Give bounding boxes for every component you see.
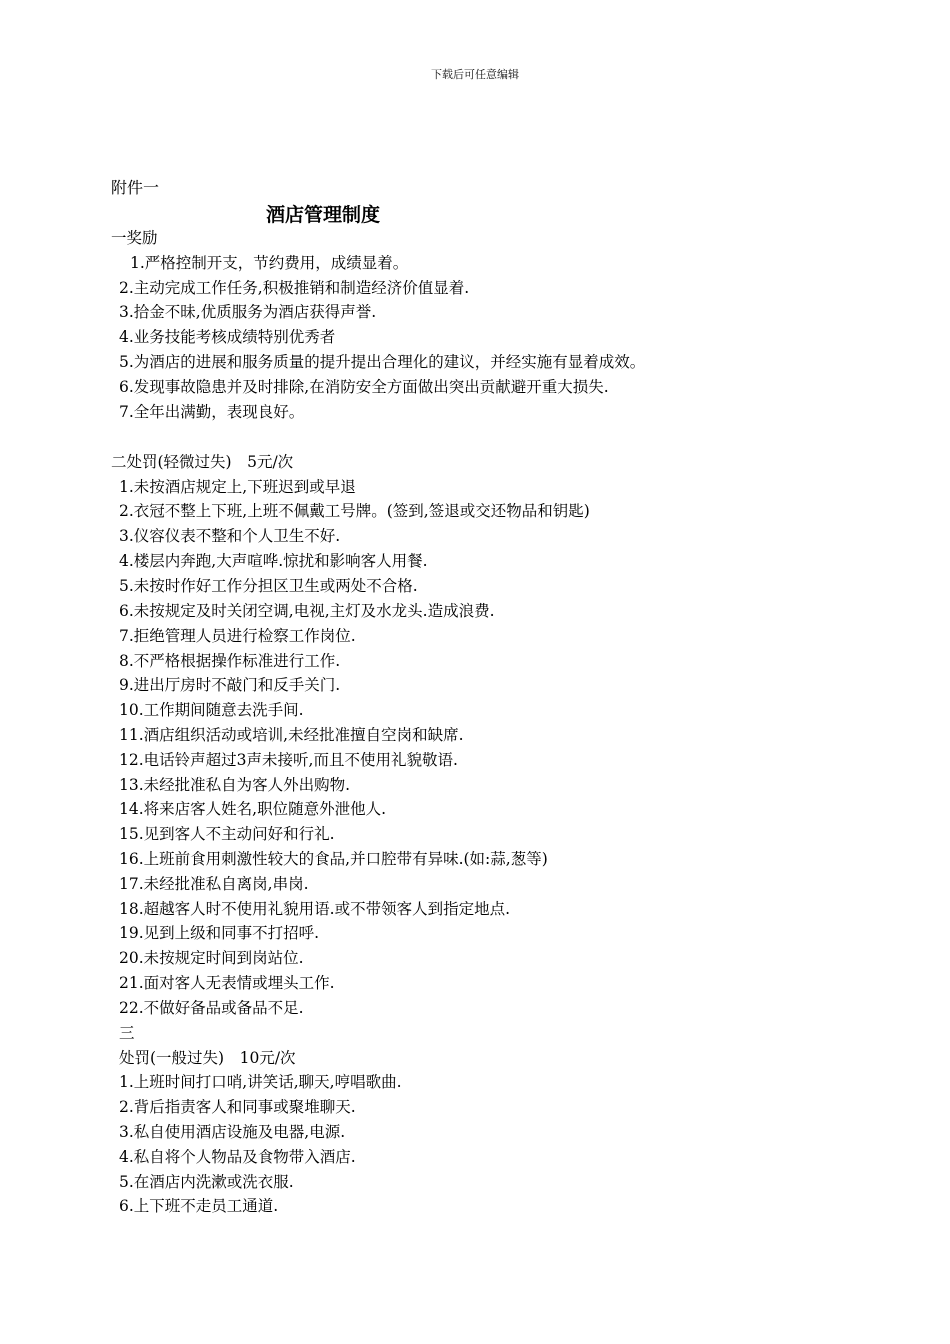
section-1-heading: 一奖励	[111, 229, 158, 247]
section-2-item: 19.见到上级和同事不打招呼.	[119, 924, 320, 942]
section-2-item: 7.拒绝管理人员进行检察工作岗位.	[119, 627, 356, 645]
document-title: 酒店管理制度	[266, 204, 381, 226]
section-2-heading: 二处罚(轻微过失) 5元/次	[111, 453, 294, 471]
section-2-item: 3.仪容仪表不整和个人卫生不好.	[119, 527, 341, 545]
section-1-item: 1.严格控制开支，节约费用，成绩显着。	[130, 254, 409, 272]
section-2-item: 4.楼层内奔跑,大声喧哗.惊扰和影响客人用餐.	[119, 552, 428, 570]
section-2-item: 9.进出厅房时不敲门和反手关门.	[119, 676, 341, 694]
section-2-item: 10.工作期间随意去洗手间.	[119, 701, 304, 719]
section-3-item: 4.私自将个人物品及食物带入酒店.	[119, 1148, 356, 1166]
section-2-item: 8.不严格根据操作标准进行工作.	[119, 652, 341, 670]
section-3-item: 2.背后指责客人和同事或聚堆聊天.	[119, 1098, 356, 1116]
section-3-item: 1.上班时间打口哨,讲笑话,聊天,哼唱歌曲.	[119, 1073, 402, 1091]
section-2-item: 22.不做好备品或备品不足.	[119, 999, 304, 1017]
section-2-item: 16.上班前食用刺激性较大的食品,并口腔带有异味.(如:蒜,葱等)	[119, 850, 548, 868]
section-1-item: 7.全年出满勤，表现良好。	[119, 403, 305, 421]
annex-label: 附件一	[111, 178, 160, 197]
section-2-item: 1.未按酒店规定上,下班迟到或早退	[119, 478, 356, 496]
section-3-number: 三	[119, 1024, 135, 1042]
section-3-item: 5.在酒店内洗漱或洗衣服.	[119, 1173, 294, 1191]
page-header: 下载后可任意编辑	[431, 68, 519, 81]
section-2-item: 18.超越客人时不使用礼貌用语.或不带领客人到指定地点.	[119, 900, 511, 918]
section-2-item: 11.酒店组织活动或培训,未经批准擅自空岗和缺席.	[119, 726, 464, 744]
section-2-item: 2.衣冠不整上下班,上班不佩戴工号牌。(签到,签退或交还物品和钥匙)	[119, 502, 590, 520]
section-3-heading: 处罚(一般过失) 10元/次	[119, 1049, 296, 1067]
section-1-item: 2.主动完成工作任务,积极推销和制造经济价值显着.	[119, 279, 470, 297]
section-2-item: 17.未经批准私自离岗,串岗.	[119, 875, 309, 893]
section-2-item: 14.将来店客人姓名,职位随意外泄他人.	[119, 800, 387, 818]
section-2-item: 21.面对客人无表情或埋头工作.	[119, 974, 335, 992]
section-3-item: 3.私自使用酒店设施及电器,电源.	[119, 1123, 346, 1141]
section-2-item: 6.未按规定及时关闭空调,电视,主灯及水龙头.造成浪费.	[119, 602, 495, 620]
section-3-item: 6.上下班不走员工通道.	[119, 1197, 279, 1215]
section-1-item: 4.业务技能考核成绩特别优秀者	[119, 328, 336, 346]
section-2-item: 13.未经批准私自为客人外出购物.	[119, 776, 351, 794]
section-2-item: 5.未按时作好工作分担区卫生或两处不合格.	[119, 577, 418, 595]
section-2-item: 12.电话铃声超过3声未接听,而且不使用礼貌敬语.	[119, 751, 458, 769]
section-1-item: 5.为酒店的进展和服务质量的提升提出合理化的建议，并经实施有显着成效。	[119, 353, 646, 371]
section-2-item: 15.见到客人不主动问好和行礼.	[119, 825, 335, 843]
section-1-item: 6.发现事故隐患并及时排除,在消防安全方面做出突出贡献避开重大损失.	[119, 378, 609, 396]
section-2-item: 20.未按规定时间到岗站位.	[119, 949, 304, 967]
section-1-item: 3.拾金不昧,优质服务为酒店获得声誉.	[119, 303, 377, 321]
